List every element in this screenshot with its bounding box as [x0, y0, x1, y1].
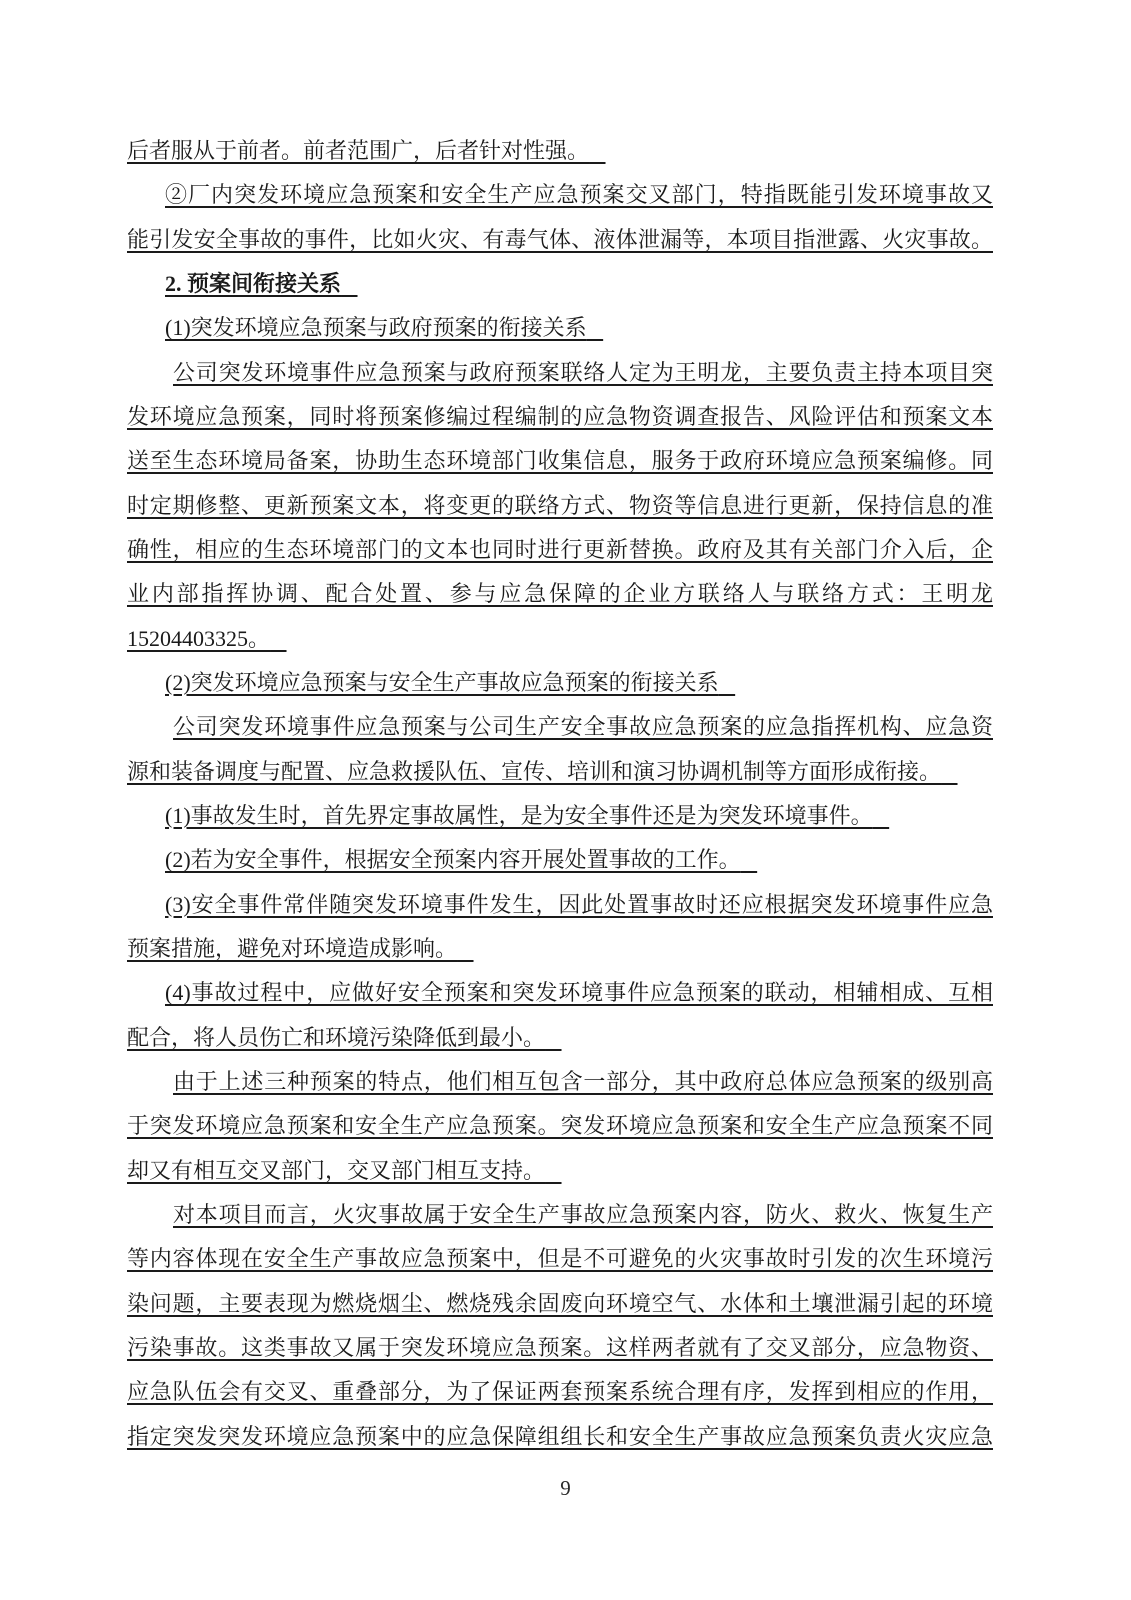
text-line: 于突发环境应急预案和安全生产应急预案。突发环境应急预案和安全生产应急预案不同 — [127, 1113, 993, 1139]
text-line: 后者服从于前者。前者范围广，后者针对性强。 — [127, 138, 590, 163]
text-line: 确性，相应的生态环境部门的文本也同时进行更新替换。政府及其有关部门介入后，企 — [127, 536, 993, 562]
text-line: 公司突发环境事件应急预案与政府预案联络人定为王明龙，主要负责主持本项目突 — [173, 359, 993, 385]
text-line: ②厂内突发环境应急预案和安全生产应急预案交叉部门，特指既能引发环境事故又 — [165, 182, 993, 208]
text-line: 发环境应急预案，同时将预案修编过程编制的应急物资调查报告、风险评估和预案文本 — [127, 403, 993, 429]
text-line: 预案措施，避免对环境造成影响。 — [127, 935, 458, 961]
text-line: 由于上述三种预案的特点，他们相互包含一部分，其中政府总体应急预案的级别高 — [173, 1068, 993, 1094]
text-line: 污染事故。这类事故又属于突发环境应急预案。这样两者就有了交叉部分，应急物资、 — [127, 1334, 993, 1360]
text-line: (1)事故发生时，首先界定事故属性，是为安全事件还是为突发环境事件。 — [165, 802, 873, 828]
text-line: 配合，将人员伤亡和环境污染降低到最小。 — [127, 1024, 546, 1050]
subsection-heading: (1)突发环境应急预案与政府预案的衔接关系 — [165, 315, 587, 341]
text-line: 能引发安全事故的事件，比如火灾、有毒气体、液体泄漏等，本项目指泄露、火灾事故。 — [127, 226, 993, 252]
text-line: 等内容体现在安全生产事故应急预案中，但是不可避免的火灾事故时引发的次生环境污 — [127, 1246, 993, 1272]
subsection-heading: (2)突发环境应急预案与安全生产事故应急预案的衔接关系 — [165, 669, 719, 695]
text-line: 指定突发突发环境应急预案中的应急保障组组长和安全生产事故应急预案负责火灾应急 — [127, 1423, 993, 1449]
text-line: 染问题，主要表现为燃烧烟尘、燃烧残余固废向环境空气、水体和土壤泄漏引起的环境 — [127, 1290, 993, 1316]
text-line: 却又有相互交叉部门，交叉部门相互支持。 — [127, 1157, 546, 1183]
section-heading: 2. 预案间衔接关系 — [165, 270, 342, 296]
text-line: 业内部指挥协调、配合处置、参与应急保障的企业方联络人与联络方式：王明龙 — [127, 581, 993, 607]
text-line: 时定期修整、更新预案文本，将变更的联络方式、物资等信息进行更新，保持信息的准 — [127, 492, 993, 518]
text-line: 应急队伍会有交叉、重叠部分，为了保证两套预案系统合理有序，发挥到相应的作用， — [127, 1379, 993, 1405]
text-line: (4)事故过程中，应做好安全预案和突发环境事件应急预案的联动，相辅相成、互相 — [165, 980, 993, 1006]
text-line: (3)安全事件常伴随突发环境事件发生，因此处置事故时还应根据突发环境事件应急 — [165, 891, 993, 917]
text-line: 送至生态环境局备案，协助生态环境部门收集信息，服务于政府环境应急预案编修。同 — [127, 448, 993, 474]
text-line: 公司突发环境事件应急预案与公司生产安全事故应急预案的应急指挥机构、应急资 — [173, 714, 993, 740]
text-line: 对本项目而言，火灾事故属于安全生产事故应急预案内容，防火、救火、恢复生产 — [173, 1201, 993, 1227]
phone-number-line: 15204403325。 — [127, 625, 271, 651]
page-body — [127, 129, 993, 1459]
text-line: 源和装备调度与配置、应急救援队伍、宣传、培训和演习协调机制等方面形成衔接。 — [127, 758, 942, 784]
page-number: 9 — [560, 1476, 571, 1500]
text-line: (2)若为安全事件，根据安全预案内容开展处置事故的工作。 — [165, 847, 741, 873]
